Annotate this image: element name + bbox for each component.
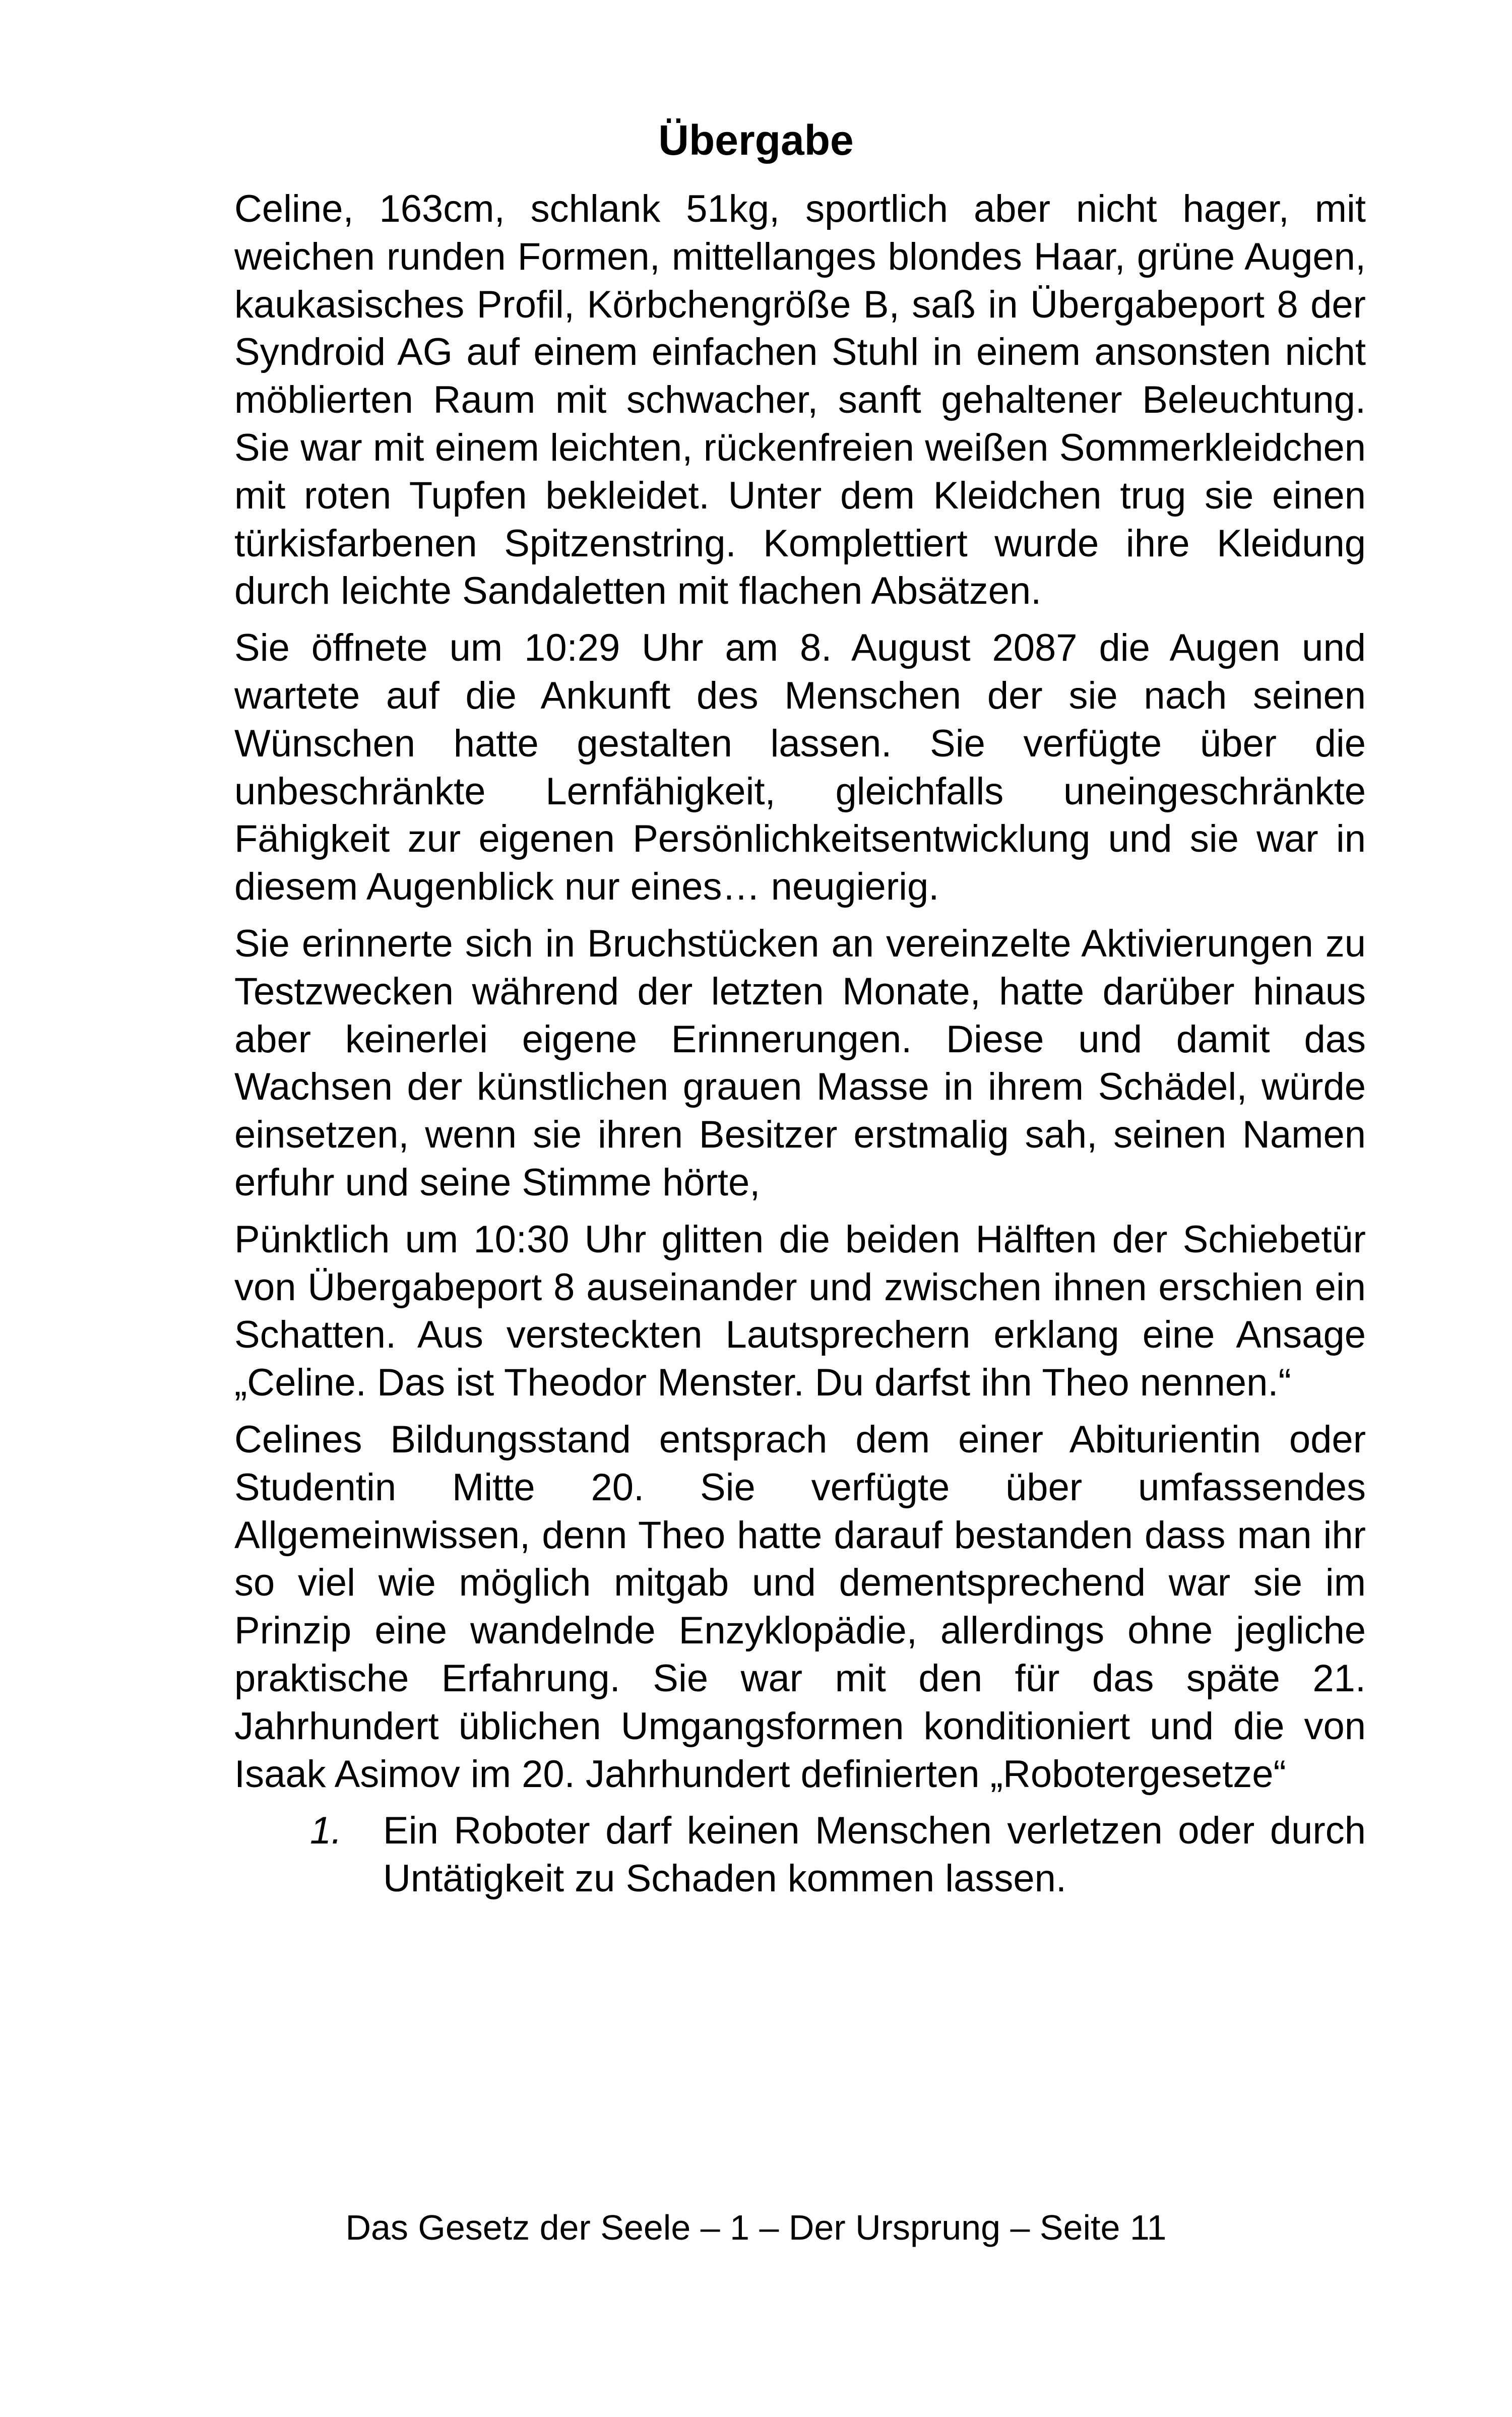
list-item (234, 1807, 1366, 1903)
paragraph-4: Pünktlich um 10:30 Uhr glitten die beiden Hälften der Schiebetür von Übergabeport 8 auseinander und zwischen ihnen erschien ein Schatten. Aus versteckten Lautsprechern erklang eine Ansage „Celine. Das ist Theodor Menster. Du darfst ihn Theo nennen.“ (234, 1218, 1366, 1405)
list-item-number: 1. (310, 1809, 342, 1853)
page-title: Übergabe (658, 116, 854, 164)
paragraph-5: Celines Bildungsstand entsprach dem einer Abiturientin oder Studentin Mitte 20. Sie verfügte über umfassendes Allgemeinwissen, denn Theo hatte darauf bestanden dass man ihr so viel wie möglich mitgab und dementsprechend war sie im Prinzip eine wandelnde Enzyklopädie, allerdings ohne jegliche praktische Erfahrung. Sie war mit den für das späte 21. Jahrhundert üblichen Umgangsformen konditioniert und die von Isaak Asimov im 20. Jahrhundert definierten „Robotergesetze“ (234, 1418, 1366, 1796)
paragraph-2: Sie öffnete um 10:29 Uhr am 8. August 2087 die Augen und wartete auf die Ankunft des Menschen der sie nach seinen Wünschen hatte gestalten lassen. Sie verfügte über die unbeschränkte Lernfähigkeit, gleichfalls uneingeschränkte Fähigkeit zur eigenen Persönlichkeitsentwicklung und sie war in diesem Augenblick nur eines… neugierig. (234, 626, 1366, 909)
paragraph-1: Celine, 163cm, schlank 51kg, sportlich aber nicht hager, mit weichen runden Formen, mittellanges blondes Haar, grüne Augen, kaukasisches Profil, Körbchengröße B, saß in Übergabeport 8 der Syndroid AG auf einem einfachen Stuhl in einem ansonsten nicht möblierten Raum mit schwacher, sanft gehaltener Beleuchtung. Sie war mit einem leichten, rückenfreien weißen Sommerkleidchen mit roten Tupfen bekleidet. Unter dem Kleidchen trug sie einen türkisfarbenen Spitzenstring. Komplettiert wurde ihre Kleidung durch leichte Sandaletten mit flachen Absätzen. (234, 187, 1366, 613)
list-item-text: Ein Roboter darf keinen Menschen verletzen oder durch Untätigkeit zu Schaden kommen lassen. (383, 1809, 1366, 1900)
body-text (234, 185, 1366, 1903)
paragraph-3: Sie erinnerte sich in Bruchstücken an vereinzelte Aktivierungen zu Testzwecken während der letzten Monate, hatte darüber hinaus aber keinerlei eigene Erinnerungen. Diese und damit das Wachsen der künstlichen grauen Masse in ihrem Schädel, würde einsetzen, wenn sie ihren Besitzer erstmalig sah, seinen Namen erfuhr und seine Stimme hörte, (234, 922, 1366, 1204)
page-footer: Das Gesetz der Seele – 1 – Der Ursprung – Seite 11 (345, 2208, 1167, 2247)
robot-laws-list (234, 1807, 1366, 1903)
